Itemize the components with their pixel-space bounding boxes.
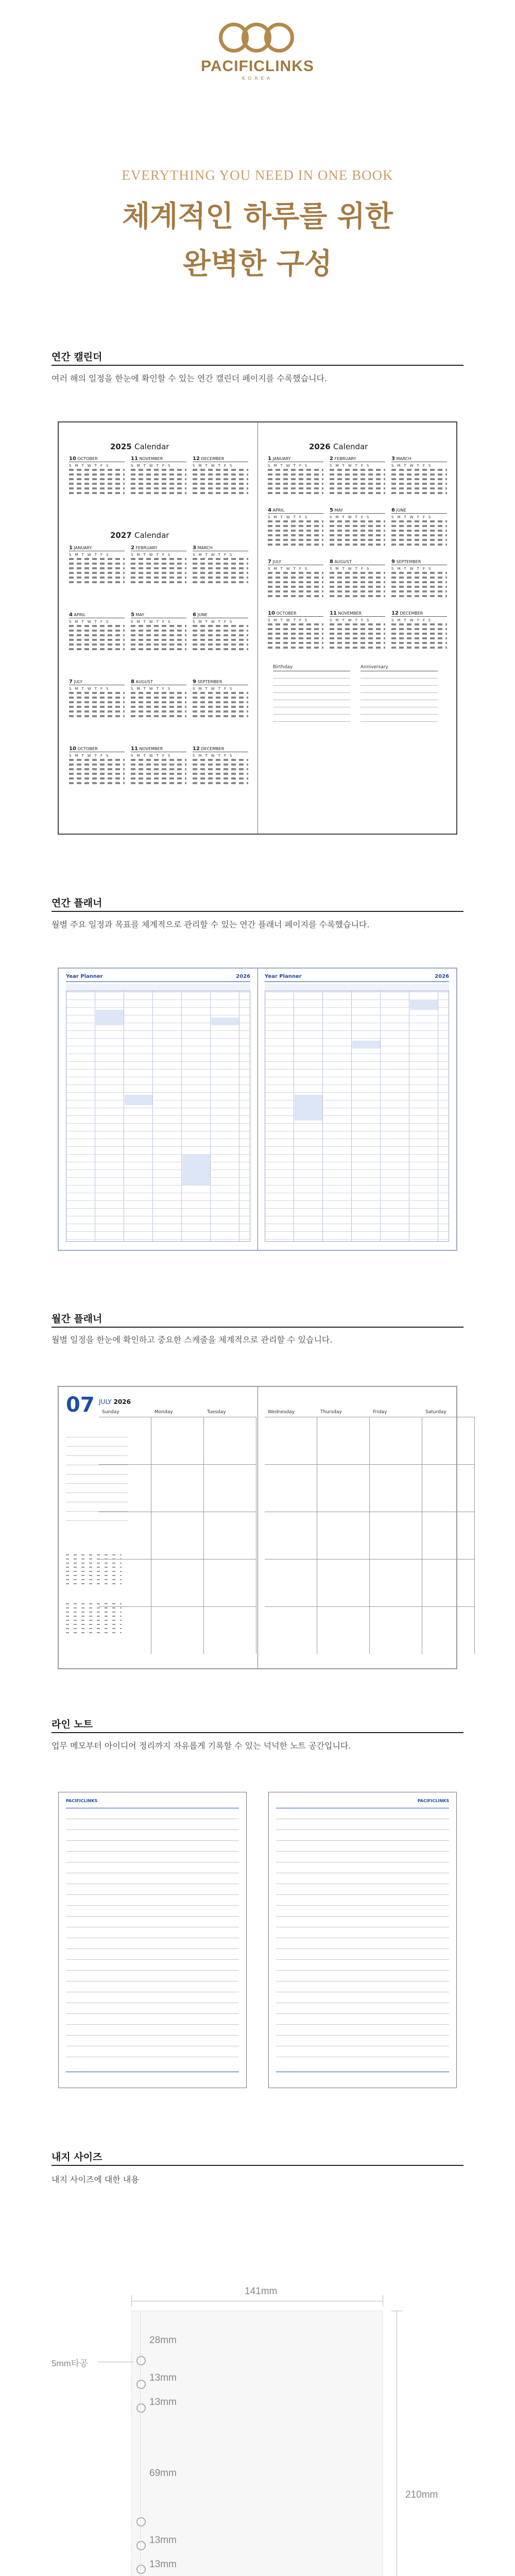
- mini-month-2027-11: [193, 746, 248, 785]
- mini-month-label: 4 APRIL: [268, 507, 323, 514]
- section-divider: [52, 911, 464, 912]
- mini-month-2027-5: [193, 612, 248, 651]
- mini-month-days: [131, 625, 186, 651]
- dimension-tick: [131, 2295, 132, 2307]
- mini-month-label: 12 DECEMBER: [193, 746, 248, 752]
- day-of-week-row: SMTWTFS: [391, 618, 435, 622]
- monthly-grid: [265, 1417, 475, 1654]
- planner-mark: [410, 999, 438, 1010]
- mini-month-2025-0: [69, 456, 125, 495]
- day-of-week-row: SMTWTFS: [193, 464, 236, 468]
- mini-month-days: [330, 623, 385, 649]
- day-of-week-row: SMTWTFS: [330, 618, 373, 622]
- mini-month-days: [268, 572, 323, 598]
- mini-month-days: [69, 759, 125, 785]
- planner-mark: [295, 1095, 322, 1121]
- day-of-week-row: SMTWTFS: [391, 567, 435, 571]
- planner-mark: [125, 1095, 152, 1105]
- mini-month-label: 11 NOVEMBER: [131, 746, 186, 752]
- year-planner-spread: [58, 968, 457, 1251]
- calendar-page-right: [258, 422, 456, 834]
- year-planner-page-left: [59, 969, 258, 1250]
- mini-month-days: [193, 692, 248, 718]
- day-of-week-row: SMTWTFS: [193, 687, 236, 691]
- mini-month-2027-6: [69, 679, 125, 718]
- monthly-spread: [58, 1386, 457, 1669]
- day-of-week-row: SMTWTFS: [193, 553, 236, 557]
- note-lines: [66, 1808, 239, 2067]
- year-planner-column-header: [265, 984, 449, 991]
- section-desc-year-planner: 월별 주요 일정과 목표를 체계적으로 관리할 수 있는 연간 플래너 페이지를 수록했습니다.: [52, 920, 370, 929]
- mini-month-label: 10 OCTOBER: [69, 456, 125, 462]
- mini-month-label: 7 JULY: [69, 679, 125, 685]
- mini-month-2026-7: [330, 559, 385, 598]
- mini-month-2027-8: [193, 679, 248, 718]
- day-of-week-row: SMTWTFS: [131, 620, 174, 624]
- dim-13mm-2: 13mm: [149, 2397, 177, 2408]
- section-title-calendar: 연간 캘린더: [52, 351, 102, 363]
- mini-month-days: [391, 572, 447, 598]
- mini-month-days: [391, 520, 447, 546]
- dim-69mm: 69mm: [149, 2468, 177, 2479]
- dim-13mm-3: 13mm: [149, 2535, 177, 2546]
- mini-month-days: [69, 469, 125, 495]
- mini-month-days: [69, 558, 125, 584]
- mini-month-2026-8: [391, 559, 447, 598]
- margin-guide: [140, 2311, 141, 2576]
- day-of-week-row: SMTWTFS: [131, 687, 174, 691]
- calendar-title-2026: 2026 Calendar: [309, 442, 368, 451]
- mini-month-2026-2: [391, 456, 447, 495]
- height-dimension: 210mm: [405, 2489, 438, 2500]
- mini-month-2026-5: [391, 507, 447, 546]
- birthday-lines: [273, 665, 350, 722]
- year-planner-page-right: [258, 969, 456, 1250]
- mini-month-label: 5 MAY: [330, 507, 385, 514]
- mini-month-label: 6 JUNE: [193, 612, 248, 618]
- section-desc-line-note: 업무 메모부터 아이디어 정리까지 자유롭게 기록할 수 있는 넉넉한 노트 공간입니다.: [52, 1741, 351, 1751]
- mini-month-label: 12 DECEMBER: [391, 611, 447, 617]
- mini-month-label: 1 JANUARY: [268, 456, 323, 462]
- weekday-header: Wednesday: [268, 1410, 295, 1415]
- mini-month-days: [131, 692, 186, 718]
- punch-hole-icon: [136, 2380, 146, 2389]
- birthday-label: Birthday: [273, 665, 350, 671]
- mini-month-days: [391, 623, 447, 649]
- month-name: JULY 2026: [99, 1398, 131, 1405]
- mini-month-label: 8 AUGUST: [330, 559, 385, 565]
- note-brand: PACIFICLINKS: [417, 1799, 449, 1803]
- dim-13mm-4: 13mm: [149, 2559, 177, 2570]
- day-of-week-row: SMTWTFS: [131, 464, 174, 468]
- mini-month-2025-2: [193, 456, 248, 495]
- mini-month-2027-4: [131, 612, 186, 651]
- day-of-week-row: SMTWTFS: [268, 464, 311, 468]
- day-of-week-row: SMTWTFS: [330, 515, 373, 519]
- planner-mark: [211, 1018, 239, 1025]
- mini-month-days: [131, 469, 186, 495]
- mini-month-label: 5 MAY: [131, 612, 186, 618]
- mini-month-days: [268, 520, 323, 546]
- mini-month-2027-3: [69, 612, 125, 651]
- note-lines: [276, 1808, 449, 2067]
- mini-month-days: [391, 469, 447, 495]
- day-of-week-row: SMTWTFS: [268, 567, 311, 571]
- day-of-week-row: SMTWTFS: [69, 464, 112, 468]
- punch-hole-icon: [136, 2403, 146, 2413]
- mini-month-label: 7 JULY: [268, 559, 323, 565]
- mini-month-label: 11 NOVEMBER: [330, 611, 385, 617]
- mini-month-2025-1: [131, 456, 186, 495]
- brand-logo: [0, 21, 515, 81]
- punch-hole-icon: [136, 2517, 146, 2527]
- weekday-header: Sunday: [102, 1410, 119, 1415]
- planner-mark: [96, 1010, 124, 1025]
- mini-month-label: 10 OCTOBER: [69, 746, 125, 752]
- mini-month-2026-4: [330, 507, 385, 546]
- anniversary-lines: [360, 665, 438, 722]
- mini-month-2026-10: [330, 611, 385, 649]
- weekday-header: Friday: [373, 1410, 387, 1415]
- width-dimension: 141mm: [245, 2286, 278, 2297]
- day-of-week-row: SMTWTFS: [69, 754, 112, 758]
- year-planner-header: Year Planner 2026: [66, 974, 250, 982]
- day-of-week-row: SMTWTFS: [330, 567, 373, 571]
- mini-month-label: 10 OCTOBER: [268, 611, 323, 617]
- headline: [0, 193, 515, 288]
- mini-month-label: 3 MARCH: [391, 456, 447, 462]
- monthly-page-left: [59, 1387, 258, 1668]
- mini-month-2026-3: [268, 507, 323, 546]
- monthly-page-right: [258, 1387, 456, 1668]
- day-of-week-row: SMTWTFS: [69, 620, 112, 624]
- section-desc-calendar: 여러 해의 일정을 한눈에 확인할 수 있는 연간 캘린더 페이지를 수록했습니다.: [52, 374, 328, 383]
- mini-month-days: [330, 520, 385, 546]
- day-of-week-row: SMTWTFS: [268, 618, 311, 622]
- headline-line-1: 체계적인 하루를 위한: [122, 200, 393, 233]
- day-of-week-row: SMTWTFS: [193, 754, 236, 758]
- mini-month-2027-7: [131, 679, 186, 718]
- calendar-spread: [58, 421, 457, 835]
- mini-month-2027-9: [69, 746, 125, 785]
- section-divider: [52, 1732, 464, 1733]
- mini-month-2026-11: [391, 611, 447, 649]
- mini-month-label: 9 SEPTEMBER: [391, 559, 447, 565]
- brand-name: PACIFICLINKS: [201, 58, 314, 75]
- year-planner-column-header: [66, 984, 250, 991]
- section-desc-size: 내지 사이즈에 대한 내용: [52, 2175, 139, 2184]
- day-of-week-row: SMTWTFS: [131, 553, 174, 557]
- hole-margin-label: 5mm타공: [52, 2359, 88, 2368]
- day-of-week-row: SMTWTFS: [330, 464, 373, 468]
- weekday-header: Monday: [154, 1410, 173, 1415]
- mini-month-days: [330, 572, 385, 598]
- mini-month-label: 12 DECEMBER: [193, 456, 248, 462]
- day-of-week-row: SMTWTFS: [268, 515, 311, 519]
- mini-month-label: 4 APRIL: [69, 612, 125, 618]
- line-note-page-left: [58, 1792, 247, 2088]
- weekday-header: Thursday: [320, 1410, 342, 1415]
- mini-month-label: 8 AUGUST: [131, 679, 186, 685]
- punch-hole-icon: [136, 2356, 146, 2365]
- punch-hole-icon: [136, 2541, 146, 2550]
- mini-month-2026-9: [268, 611, 323, 649]
- planner-mark: [182, 1154, 210, 1185]
- calendar-page-left: [59, 422, 258, 834]
- brand-sub: KOREA: [242, 76, 273, 81]
- day-of-week-row: SMTWTFS: [391, 515, 435, 519]
- section-title-year-planner: 연간 플래너: [52, 897, 102, 909]
- section-title-monthly: 월간 플래너: [52, 1313, 102, 1325]
- mini-month-label: 1 JANUARY: [69, 545, 125, 551]
- dim-28mm-top: 28mm: [149, 2335, 177, 2346]
- mini-month-days: [193, 558, 248, 584]
- mini-month-days: [131, 759, 186, 785]
- day-of-week-row: SMTWTFS: [391, 464, 435, 468]
- weekday-header: Saturday: [425, 1410, 447, 1415]
- mini-month-days: [193, 759, 248, 785]
- mini-month-days: [268, 469, 323, 495]
- mini-month-label: 2 FEBRUARY: [131, 545, 186, 551]
- line-note-page-right: [268, 1792, 457, 2088]
- year-planner-header: Year Planner 2026: [265, 974, 449, 982]
- mini-month-2026-6: [268, 559, 323, 598]
- headline-line-2: 완벽한 구성: [183, 247, 332, 281]
- section-divider: [52, 2165, 464, 2166]
- mini-month-days: [193, 625, 248, 651]
- mini-month-days: [131, 558, 186, 584]
- day-of-week-row: SMTWTFS: [69, 553, 112, 557]
- day-of-week-row: SMTWTFS: [131, 754, 174, 758]
- weekday-header: Tuesday: [207, 1410, 226, 1415]
- section-divider: [52, 1327, 464, 1328]
- section-desc-monthly: 월별 일정을 한눈에 확인하고 중요한 스케줄을 체계적으로 관리할 수 있습니다.: [52, 1335, 333, 1345]
- tagline: EVERYTHING YOU NEED IN ONE BOOK: [122, 167, 393, 183]
- section-title-line-note: 라인 노트: [52, 1719, 93, 1730]
- mini-month-2027-2: [193, 545, 248, 584]
- logo-rings-icon: [219, 21, 296, 54]
- mini-month-days: [193, 469, 248, 495]
- mini-month-label: 11 NOVEMBER: [131, 456, 186, 462]
- mini-month-label: 3 MARCH: [193, 545, 248, 551]
- mini-month-label: 2 FEBRUARY: [330, 456, 385, 462]
- dim-13mm-1: 13mm: [149, 2372, 177, 2383]
- mini-month-2026-0: [268, 456, 323, 495]
- month-number: 07: [66, 1393, 95, 1417]
- mini-month-days: [330, 469, 385, 495]
- mini-month-2027-0: [69, 545, 125, 584]
- planner-mark: [352, 1041, 380, 1048]
- calendar-title-2025: 2025 Calendar: [110, 442, 169, 451]
- year-planner-grid: [265, 984, 449, 1242]
- mini-month-days: [69, 625, 125, 651]
- calendar-title-2027: 2027 Calendar: [110, 531, 169, 540]
- mini-month-days: [268, 623, 323, 649]
- monthly-grid: [99, 1417, 256, 1654]
- mini-month-label: 9 SEPTEMBER: [193, 679, 248, 685]
- mini-month-2027-10: [131, 746, 186, 785]
- section-divider: [52, 365, 464, 366]
- mini-month-2027-1: [131, 545, 186, 584]
- section-title-size: 내지 사이즈: [52, 2151, 102, 2163]
- mini-month-2026-1: [330, 456, 385, 495]
- note-brand: PACIFICLINKS: [66, 1799, 98, 1803]
- mini-month-label: 6 JUNE: [391, 507, 447, 514]
- anniversary-label: Anniversary: [360, 665, 438, 671]
- punch-hole-icon: [136, 2565, 146, 2574]
- day-of-week-row: SMTWTFS: [193, 620, 236, 624]
- day-of-week-row: SMTWTFS: [69, 687, 112, 691]
- mini-month-days: [69, 692, 125, 718]
